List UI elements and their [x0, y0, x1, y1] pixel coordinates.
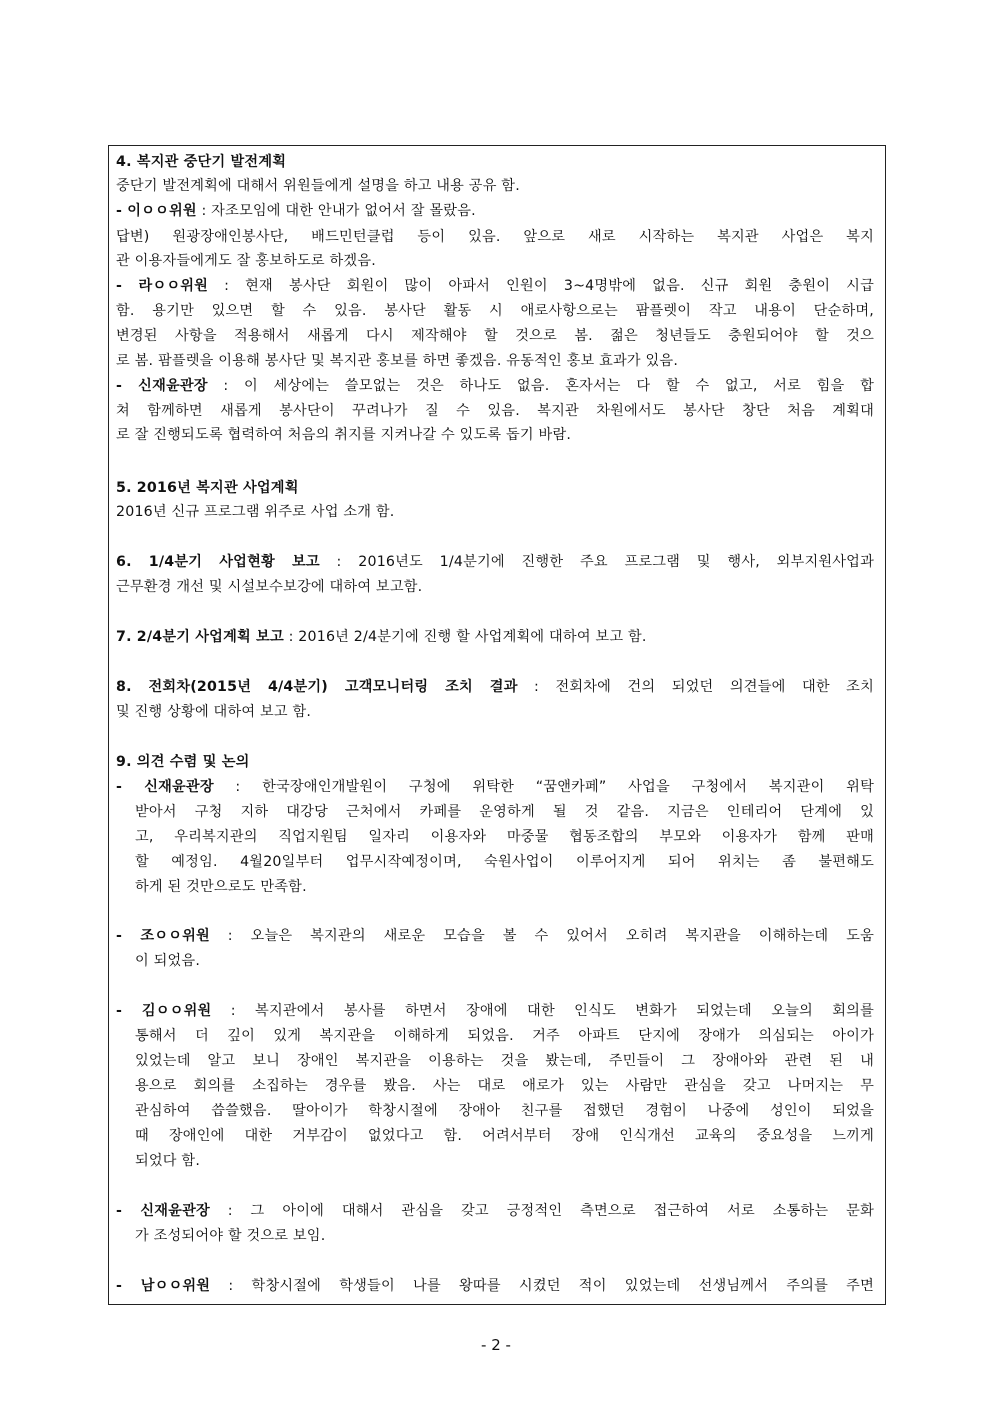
line-text: : 학창시절에 학생들이 나를 왕따를 시켰던 적이 있었는데 선생님께서 주의를 주면 — [210, 1278, 874, 1294]
line-text: 용으로 회의를 소집하는 경우를 봤음. 사는 대로 애로가 있는 사람만 관심을 갖고 나머지는 무 — [135, 1078, 874, 1094]
text-line — [135, 1051, 874, 1071]
line-text: : 한국장애인개발원이 구청에 위탁한 “꿈앤카페” 사업을 구청에서 복지관이 위탁 — [213, 779, 874, 795]
line-text: 중단기 발전계획에 대해서 위원들에게 설명을 하고 내용 공유 함. — [116, 178, 520, 194]
text-line — [135, 827, 874, 847]
text-line — [116, 552, 874, 572]
line-text: 있었는데 알고 보니 장애인 복지관을 이용하는 것을 봤는데, 주민들이 그 장애아와 관련 된 내 — [135, 1053, 874, 1069]
text-line — [135, 877, 874, 897]
line-text: 근무환경 개선 및 시설보수보강에 대하여 보고함. — [116, 579, 423, 595]
text-line — [135, 1101, 874, 1121]
line-text: 이 되었음. — [135, 953, 201, 969]
line-text: 할 예정임. 4월20일부터 업무시작예정이며, 숙원사업이 이루어지게 되어 위치는 좀 불편해도 — [135, 854, 874, 870]
line-text: 답변) 원광장애인봉사단, 배드민턴클럽 등이 있음. 앞으로 새로 시작하는 복지관 사업은 복지 — [116, 229, 874, 245]
line-text: 관 이용자들에게도 잘 홍보하도로 하겠음. — [116, 253, 376, 269]
line-text: 쳐 함께하면 새롭게 봉사단이 꾸려나가 질 수 있음. 복지관 차원에서도 봉사단 창단 처음 계획대 — [116, 403, 874, 419]
bold-lead: - 김ㅇㅇ위원 — [116, 1003, 212, 1019]
text-line — [116, 351, 874, 371]
bold-lead: 5. 2016년 복지관 사업계획 — [116, 480, 299, 496]
text-line — [116, 152, 874, 172]
text-line — [116, 702, 874, 722]
text-line — [116, 677, 874, 697]
bold-lead: 4. 복지관 중단기 발전계획 — [116, 154, 287, 170]
line-text: 관심하여 씁쓸했음. 딸아이가 학창시절에 장애아 친구를 접했던 경험이 나중에 성인이 되었을 — [135, 1103, 874, 1119]
text-line — [116, 251, 874, 271]
text-line — [135, 1026, 874, 1046]
text-line — [116, 276, 874, 296]
line-text: 통해서 더 깊이 있게 복지관을 이해하게 되었음. 거주 아파트 단지에 장애가 의심되는 아이가 — [135, 1028, 874, 1044]
text-line — [135, 802, 874, 822]
line-text: 로 봄. 팜플렛을 이용해 봉사단 및 복지관 홍보를 하면 좋겠음. 유동적인 홍보 효과가 있음. — [116, 353, 679, 369]
text-line — [135, 951, 874, 971]
text-line — [135, 852, 874, 872]
bold-lead: - 이ㅇㅇ위원 — [116, 203, 197, 219]
line-text: 받아서 구청 지하 대강당 근처에서 카페를 운영하게 될 것 같음. 지금은 인테리어 단계에 있 — [135, 804, 874, 820]
line-text: 로 잘 진행되도록 협력하여 처음의 취지를 지켜나갈 수 있도록 돕기 바람. — [116, 427, 572, 443]
line-text: : 오늘은 복지관의 새로운 모습을 볼 수 있어서 오히려 복지관을 이해하는데 도움 — [209, 928, 874, 944]
text-line — [116, 425, 874, 445]
line-text: : 현재 봉사단 회원이 많이 아파서 인원이 3~4명밖에 없음. 신규 회원 충원이 시급 — [208, 278, 874, 294]
line-text: 및 진행 상황에 대하여 보고 함. — [116, 704, 312, 720]
bold-lead: 9. 의견 수렴 및 논의 — [116, 754, 250, 770]
line-text: 가 조성되어야 할 것으로 보임. — [135, 1228, 326, 1244]
text-line — [116, 926, 874, 946]
text-line — [116, 301, 874, 321]
line-text: 되었다 함. — [135, 1153, 201, 1169]
text-line — [116, 401, 874, 421]
line-text: : 그 아이에 대해서 관심을 갖고 긍정적인 측면으로 접근하여 서로 소통하는 문화 — [209, 1203, 874, 1219]
bold-lead: - 라ㅇㅇ위원 — [116, 278, 209, 294]
bold-lead: - 신재윤관장 — [116, 1203, 210, 1219]
text-line — [116, 201, 874, 221]
text-line — [116, 227, 874, 247]
line-text: 2016년 신규 프로그램 위주로 사업 소개 함. — [116, 504, 395, 520]
text-line — [116, 752, 874, 772]
text-line — [116, 1276, 874, 1296]
line-text: 때 장애인에 대한 거부감이 없었다고 함. 어려서부터 장애 인식개선 교육의 중요성을 느끼게 — [135, 1128, 874, 1144]
bold-lead: 6. 1/4분기 사업현황 보고 — [116, 554, 320, 570]
bold-lead: - 신재윤관장 — [116, 779, 214, 795]
text-line — [135, 1126, 874, 1146]
line-text: 고, 우리복지관의 직업지원팀 일자리 이용자와 마중물 협동조합의 부모와 이용자가 함께 판매 — [135, 829, 874, 845]
text-line — [135, 1076, 874, 1096]
line-text: 변경된 사항을 적용해서 새롭게 다시 제작해야 할 것으로 봄. 젊은 청년들도 충원되어야 할 것으 — [116, 328, 874, 344]
bold-lead: - 신재윤관장 — [116, 378, 208, 394]
bold-lead: 7. 2/4분기 사업계획 보고 — [116, 629, 284, 645]
line-text: : 자조모임에 대한 안내가 없어서 잘 몰랐음. — [196, 203, 476, 219]
text-line — [116, 326, 874, 346]
text-line — [116, 376, 874, 396]
bold-lead: - 남ㅇㅇ위원 — [116, 1278, 211, 1294]
bold-lead: - 조ㅇㅇ위원 — [116, 928, 210, 944]
text-line — [116, 577, 874, 597]
line-text: : 이 세상에는 쓸모없는 것은 하나도 없음. 혼자서는 다 할 수 없고, 서로 힘을 합 — [207, 378, 874, 394]
line-text: 하게 된 것만으로도 만족함. — [135, 879, 307, 895]
text-line — [135, 1226, 874, 1246]
text-line — [116, 176, 874, 196]
text-line — [116, 478, 874, 498]
text-line — [116, 777, 874, 797]
line-text: : 2016년도 1/4분기에 진행한 주요 프로그램 및 행사, 외부지원사업과 — [319, 554, 874, 570]
line-text: : 2016년 2/4분기에 진행 할 사업계획에 대하여 보고 함. — [283, 629, 647, 645]
line-text: 함. 용기만 있으면 할 수 있음. 봉사단 활동 시 애로사항으로는 팜플렛이 작고 내용이 단순하며, — [116, 303, 874, 319]
text-line — [116, 1201, 874, 1221]
text-line — [116, 502, 874, 522]
bold-lead: 8. 전회차(2015년 4/4분기) 고객모니터링 조치 결과 — [116, 679, 518, 695]
text-line — [135, 1151, 874, 1171]
text-line — [116, 627, 874, 647]
line-text: : 전회차에 건의 되었던 의견들에 대한 조치 — [517, 679, 874, 695]
text-line — [116, 1001, 874, 1021]
line-text: : 복지관에서 봉사를 하면서 장애에 대한 인식도 변화가 되었는데 오늘의 회의를 — [211, 1003, 874, 1019]
page-number: - 2 - — [481, 1336, 511, 1354]
